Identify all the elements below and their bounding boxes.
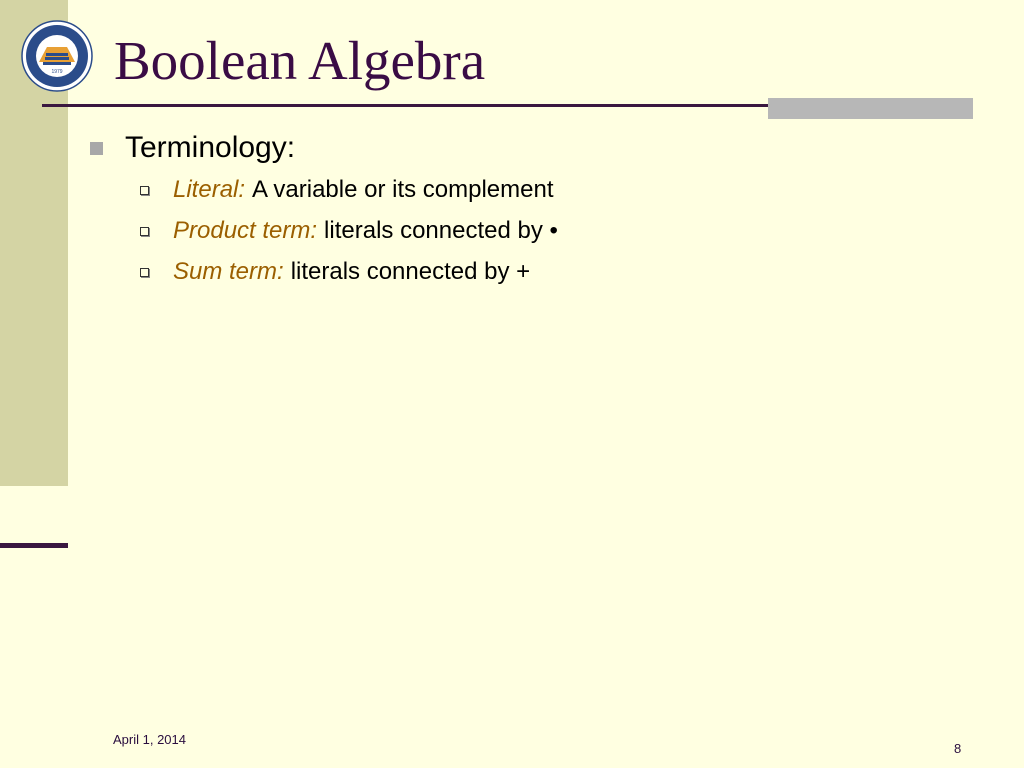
subbullet-product-term: [140, 215, 558, 247]
term-label: Literal:: [173, 176, 246, 203]
footer-date: April 1, 2014: [113, 732, 186, 747]
bullet-text: Terminology:: [125, 131, 296, 164]
logo-year: 1979: [51, 69, 63, 75]
university-logo: [21, 20, 93, 92]
gray-accent-block: [768, 98, 973, 119]
subbullet-literal: [140, 174, 554, 206]
hollow-square-bullet-icon: [140, 227, 149, 236]
square-bullet-icon: [90, 142, 103, 155]
left-accent-line: [0, 543, 68, 548]
bullet-terminology: [90, 128, 295, 168]
slide-title: Boolean Algebra: [114, 30, 486, 91]
hollow-square-bullet-icon: [140, 268, 149, 277]
term-label: Product term:: [173, 217, 318, 244]
subbullet-sum-term: [140, 256, 530, 288]
term-definition: A variable or its complement: [252, 176, 554, 203]
term-definition: literals connected by +: [290, 258, 531, 285]
page-number: 8: [954, 741, 962, 756]
hollow-square-bullet-icon: [140, 186, 149, 195]
term-definition: literals connected by •: [324, 217, 558, 244]
term-label: Sum term:: [173, 258, 284, 285]
